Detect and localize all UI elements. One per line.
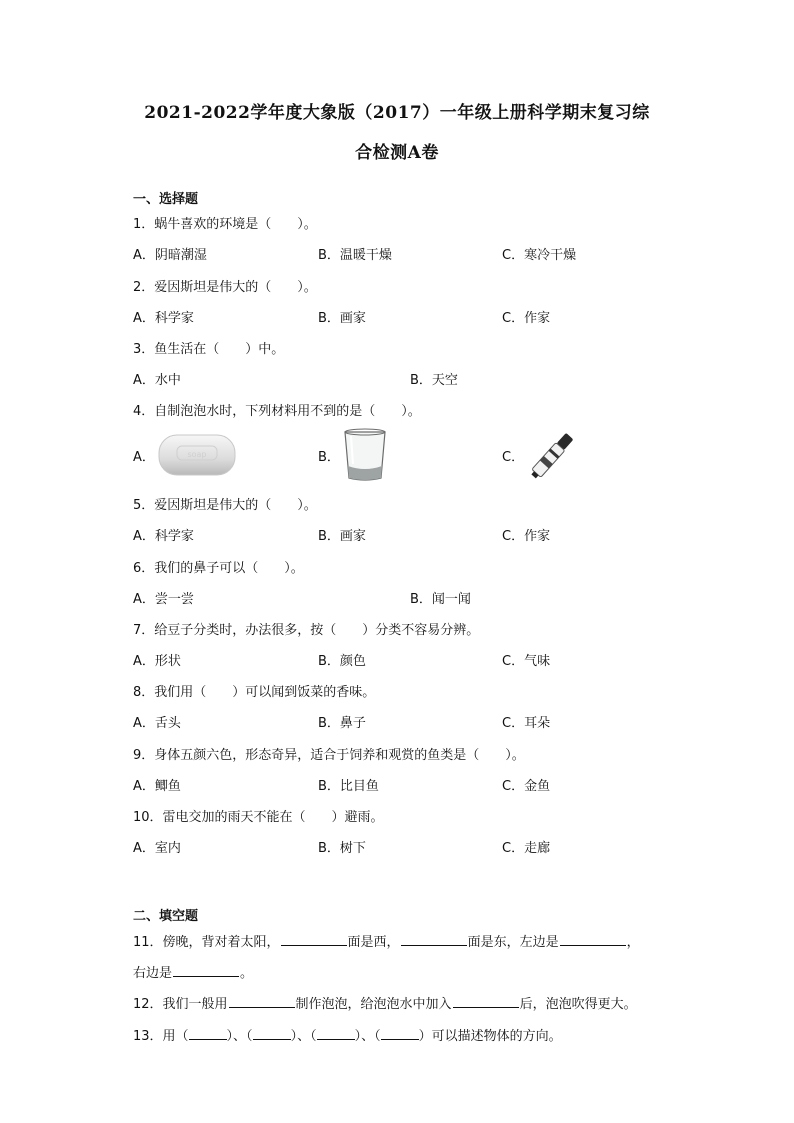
blank[interactable] (401, 933, 467, 946)
question-3-option-a[interactable]: A．水中 (133, 373, 181, 388)
question-8: 8．我们用（ ）可以闻到饭菜的香味。 (133, 685, 376, 700)
question-1-option-b[interactable]: B．温暖干燥 (318, 248, 392, 263)
doc-title-line1: 2021-2022学年度大象版（2017）一年级上册科学期末复习综 (144, 103, 650, 123)
question-5: 5．爱因斯坦是伟大的（ ）。 (133, 498, 317, 513)
fill-question-11-cont (133, 962, 253, 981)
question-8-option-c[interactable]: C．耳朵 (502, 716, 551, 731)
blank[interactable] (229, 995, 295, 1008)
q11-text-e: 右边是 (133, 966, 173, 981)
question-10: 10．雷电交加的雨天不能在（ ）避雨。 (133, 810, 384, 825)
question-4-option-c[interactable]: C． (502, 450, 525, 465)
question-9: 9．身体五颜六色，形态奇异，适合于饲养和观赏的鱼类是（ ）。 (133, 748, 525, 763)
blank[interactable] (253, 1027, 291, 1040)
question-1-option-c[interactable]: C．寒冷干燥 (502, 248, 577, 263)
question-1-option-a[interactable]: A．阴暗潮湿 (133, 248, 207, 263)
question-9-option-b[interactable]: B．比目鱼 (318, 779, 379, 794)
q11-text-f: 。 (240, 966, 254, 981)
q11-text-d: ， (626, 935, 640, 950)
blank[interactable] (453, 995, 519, 1008)
blank[interactable] (381, 1027, 419, 1040)
q12-text-c: 后，泡泡吹得更大。 (519, 997, 637, 1012)
section-heading-choice: 一、选择题 (133, 192, 199, 207)
question-3: 3．鱼生活在（ ）中。 (133, 342, 285, 357)
marker-pen-image[interactable] (525, 431, 577, 487)
question-1: 1．蜗牛喜欢的环境是（ ）。 (133, 217, 317, 232)
question-2: 2．爱因斯坦是伟大的（ ）。 (133, 280, 317, 295)
q12-text-b: 制作泡泡，给泡泡水中加入 (295, 997, 452, 1012)
blank[interactable] (173, 964, 239, 977)
question-6: 6．我们的鼻子可以（ ）。 (133, 561, 304, 576)
question-2-option-b[interactable]: B．画家 (318, 311, 366, 326)
section-heading-fill: 二、填空题 (133, 909, 199, 924)
question-7-option-c[interactable]: C．气味 (502, 654, 551, 669)
question-5-option-c[interactable]: C．作家 (502, 529, 551, 544)
q13-text-a: 13．用（ (133, 1029, 189, 1044)
question-4-option-a[interactable]: A． (133, 450, 155, 465)
q11-text-b: 面是西， (347, 935, 400, 950)
question-9-option-a[interactable]: A．鲫鱼 (133, 779, 181, 794)
question-7-option-a[interactable]: A．形状 (133, 654, 181, 669)
svg-text:soap: soap (187, 450, 207, 459)
doc-title-line2: 合检测A卷 (355, 143, 439, 163)
glass-cup-image[interactable] (341, 428, 389, 486)
question-7: 7．给豆子分类时，办法很多，按（ ）分类不容易分辨。 (133, 623, 480, 638)
question-2-option-a[interactable]: A．科学家 (133, 311, 194, 326)
question-10-option-a[interactable]: A．室内 (133, 841, 181, 856)
question-4: 4．自制泡泡水时，下列材料用不到的是（ ）。 (133, 404, 421, 419)
q11-text-c: 面是东，左边是 (467, 935, 559, 950)
q13-text-c: ）、（ (290, 1029, 317, 1044)
q13-text-e: ）可以描述物体的方向。 (418, 1029, 562, 1044)
soap-bar-image[interactable] (157, 432, 237, 482)
question-5-option-b[interactable]: B．画家 (318, 529, 366, 544)
blank[interactable] (281, 933, 347, 946)
blank[interactable] (317, 1027, 355, 1040)
question-2-option-c[interactable]: C．作家 (502, 311, 551, 326)
question-9-option-c[interactable]: C．金鱼 (502, 779, 551, 794)
question-7-option-b[interactable]: B．颜色 (318, 654, 366, 669)
q13-text-d: ）、（ (354, 1029, 381, 1044)
blank[interactable] (189, 1027, 227, 1040)
q11-text-a: 11．傍晚，背对着太阳， (133, 935, 280, 950)
question-8-option-a[interactable]: A．舌头 (133, 716, 181, 731)
question-5-option-a[interactable]: A．科学家 (133, 529, 194, 544)
question-8-option-b[interactable]: B．鼻子 (318, 716, 366, 731)
fill-question-13 (133, 1025, 562, 1044)
question-4-option-b[interactable]: B． (318, 450, 340, 465)
question-10-option-b[interactable]: B．树下 (318, 841, 366, 856)
fill-question-12 (133, 993, 637, 1012)
question-3-option-b[interactable]: B．天空 (410, 373, 458, 388)
fill-question-11 (133, 931, 640, 950)
question-6-option-b[interactable]: B．闻一闻 (410, 592, 471, 607)
question-6-option-a[interactable]: A．尝一尝 (133, 592, 194, 607)
q13-text-b: ）、（ (226, 1029, 253, 1044)
blank[interactable] (560, 933, 626, 946)
q12-text-a: 12．我们一般用 (133, 997, 228, 1012)
question-10-option-c[interactable]: C．走廊 (502, 841, 551, 856)
